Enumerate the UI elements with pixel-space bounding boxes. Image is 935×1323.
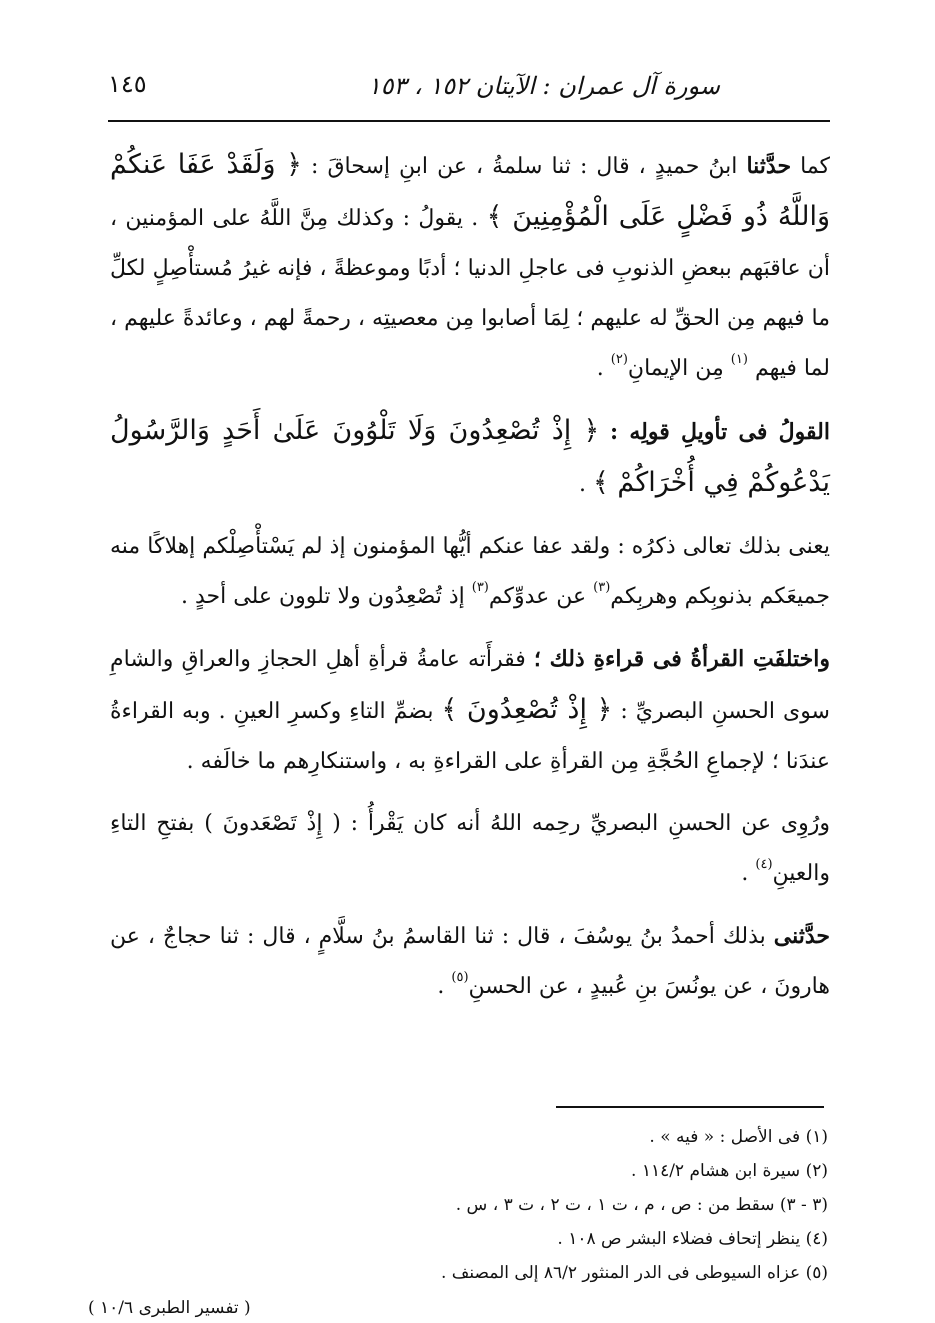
footnote-marker: (١): [730, 352, 748, 367]
running-title: سورة آل عمران : الآيتان ١٥٢ ، ١٥٣: [367, 72, 720, 100]
footnote-4: (٤) ينظر إتحاف فضلاء البشر ص ١٠٨ .: [557, 1229, 828, 1249]
paragraph-5: [110, 799, 830, 899]
footnote-1: (١) فى الأصل : « فيه » .: [649, 1127, 828, 1147]
footnote-marker: (٤): [755, 857, 773, 872]
text-span: .: [741, 861, 749, 886]
text-span: بضمِّ التاءِ وكسرِ العينِ . وبه القراءةُ عندَنا ؛ لإجماعِ الحُجَّةِ مِن القرأةِ على القراءةِ به ، واستنكارِهم ما خالَفه .: [110, 699, 830, 774]
lead-word: حدَّثنى: [773, 923, 830, 949]
volume-reference: ( تفسير الطبرى ١٠/٦ ): [88, 1298, 251, 1318]
footnote-2: (٢) سيرة ابن هشام ١١٤/٢ .: [631, 1161, 828, 1181]
text-span: .: [596, 356, 604, 381]
quran-verse: ﴿ وَلَقَدْ عَفَا عَنكُمْ وَاللَّهُ ذُو فَضْلٍ عَلَى الْمُؤْمِنِينَ ﴾: [110, 149, 830, 232]
paragraph-6: [110, 911, 830, 1012]
text-span: .: [437, 974, 445, 999]
page-number: ١٤٥: [108, 70, 147, 98]
paragraph-4: [110, 634, 830, 787]
text-span: ورُوِى عن الحسنِ البصريِّ رحِمه اللهُ أنه كان يَقْرأُ : ( إِذْ تَصْعَدونَ ) بفتحِ التاءِ والعينِ: [110, 811, 830, 886]
running-header: [108, 58, 830, 118]
quran-verse: ﴿ إِذْ تُصْعِدُونَ ﴾: [441, 694, 613, 725]
footnote-rule: [556, 1106, 824, 1108]
footnote-3: (٣ - ٣) سقط من : ص ، م ، ت ١ ، ت ٢ ، ت ٣ ، س .: [455, 1195, 828, 1215]
footnotes: [110, 1120, 828, 1290]
section-heading: القولُ فى تأويلِ قولِه :: [609, 419, 830, 445]
footnote-marker: (٣): [593, 580, 611, 595]
paragraph-2: [110, 406, 830, 510]
text-span: .: [579, 472, 587, 497]
header-rule: [108, 120, 830, 122]
text-span: فقرأَته عامةُ قرأةِ أهلِ الحجازِ والعراقِ والشامِ سوى الحسنِ البصريِّ :: [110, 647, 830, 724]
text-span: كما: [800, 154, 831, 179]
text-span: مِن الإيمانِ: [627, 356, 724, 381]
footnote-5: (٥) عزاه السيوطى فى الدر المنثور ٨٦/٢ إلى المصنف .: [441, 1263, 828, 1283]
lead-phrase: واختلفَتِ القرأةُ فى قراءةِ ذلك ؛: [533, 646, 830, 672]
text-span: بذلك أحمدُ بنُ يوسُفَ ، قال : ثنا القاسمُ بنُ سلَّامٍ ، قال : ثنا حجاجٌ ، عن هارونَ ، عن يونُسَ بنِ عُبيدٍ ، عن الحسنِ: [110, 924, 830, 999]
paragraph-3: [110, 522, 830, 622]
text-span: عن عدوِّكم: [488, 584, 587, 609]
text-span: يعنى بذلك تعالى ذكرُه : ولقد عفا عنكم أيُّها المؤمنون إذ لم يَسْتأْصِلْكم إهلاكًا منه جميعَكم بذنوبِكم وهربِكم: [110, 534, 830, 609]
footnote-marker: (٢): [610, 352, 628, 367]
footnote-marker: (٥): [451, 970, 469, 985]
main-text: [110, 140, 830, 1024]
quran-verse: ﴿ إِذْ تُصْعِدُونَ وَلَا تَلْوُونَ عَلَىٰ أَحَدٍ وَالرَّسُولُ يَدْعُوكُمْ فِي أُخْرَاكُمْ ﴾: [110, 415, 830, 498]
lead-word: حدَّثنا: [746, 153, 792, 179]
text-span: . يقولُ : وكذلك مِنَّ اللَّهُ على المؤمنين ، أن عاقبَهم ببعضِ الذنوبِ فى عاجلِ الدنيا ؛ أدبًا وموعظةً ، فإنه غيرُ مُستأْصِلٍ لكلِّ ما فيهم مِن الحقِّ له عليهم ؛ لِمَا أصابوا مِن معصيتِه ، رحمةً لهم ، وعائدةً عليهم ، لما فيهم: [110, 206, 830, 381]
paragraph-1: [110, 140, 830, 394]
text-span: إذ تُصْعِدُون ولا تلوون على أحدٍ .: [181, 584, 465, 609]
footnote-marker: (٣): [471, 580, 489, 595]
text-span: ابنُ حميدٍ ، قال : ثنا سلمةُ ، عن ابنِ إسحاقَ :: [311, 154, 738, 179]
